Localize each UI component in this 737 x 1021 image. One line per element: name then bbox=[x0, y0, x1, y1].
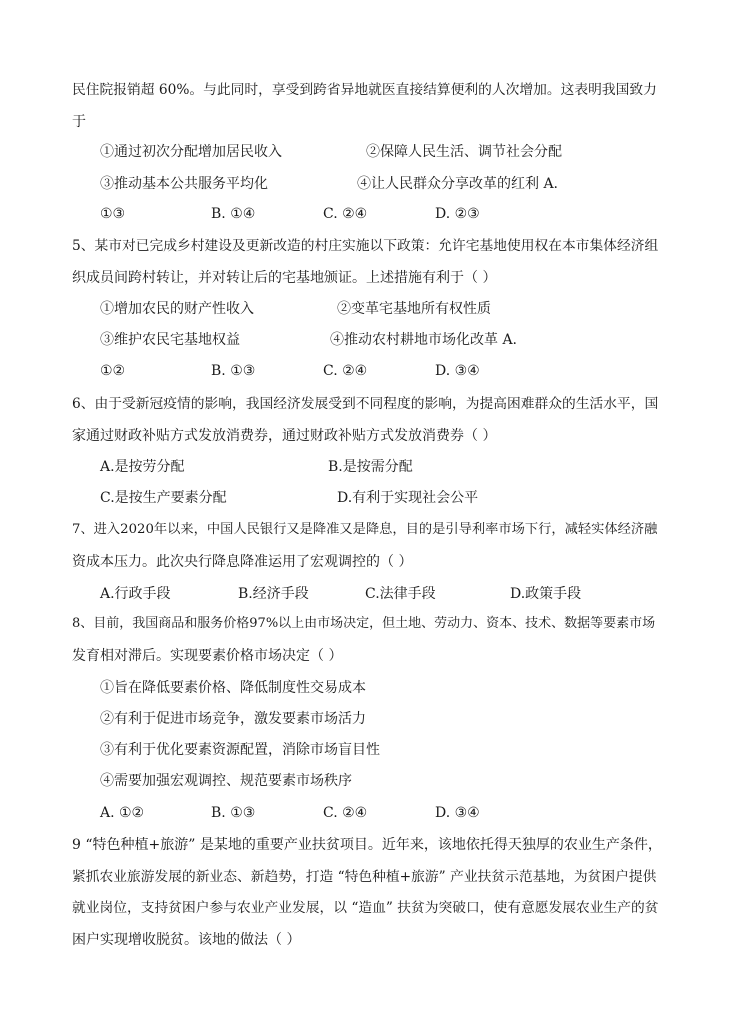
q5-choice-a: ①② bbox=[100, 363, 126, 379]
q8-choice-a: A. ①② bbox=[100, 805, 145, 821]
q4-text-line-2: 于 bbox=[72, 114, 86, 130]
q4-choice-b: B. ①④ bbox=[211, 206, 256, 222]
q7-option-d: D.政策手段 bbox=[510, 586, 582, 602]
q6-option-b: B.是按需分配 bbox=[328, 459, 413, 475]
q8-item-3: ③有利于优化要素资源配置，消除市场盲目性 bbox=[100, 742, 380, 758]
q5-choice-c: C. ②④ bbox=[323, 363, 368, 379]
q4-item-3: ③推动基本公共服务平均化 bbox=[100, 176, 268, 192]
q5-item-4: ④推动农村耕地市场化改革 A. bbox=[330, 332, 518, 348]
q5-text-line-1: 5、某市对已完成乡村建设及更新改造的村庄实施以下政策：允许宅基地使用权在本市集体经济组 bbox=[72, 238, 659, 254]
q7-option-a: A.行政手段 bbox=[100, 586, 171, 602]
q8-text-line-1: 8、目前，我国商品和服务价格97%以上由市场决定，但土地、劳动力、资本、技术、数据等要素市场 bbox=[72, 616, 656, 631]
q8-item-1: ①旨在降低要素价格、降低制度性交易成本 bbox=[100, 680, 366, 696]
q7-text-line-2: 资成本压力。此次央行降息降准运用了宏观调控的（ ） bbox=[72, 554, 413, 570]
q4-choice-c: C. ②④ bbox=[323, 206, 368, 222]
q4-text-line-1: 民住院报销超 60%。与此同时，享受到跨省异地就医直接结算便利的人次增加。这表明我国致力 bbox=[72, 82, 657, 98]
q4-item-2: ②保障人民生活、调节社会分配 bbox=[366, 144, 562, 160]
q5-item-2: ②变革宅基地所有权性质 bbox=[337, 301, 491, 317]
q9-text-line-4: 困户实现增收脱贫。该地的做法（ ） bbox=[72, 932, 301, 948]
q7-text-line-1: 7、进入2020年以来，中国人民银行又是降准又是降息，目的是引导利率市场下行，减轻实体经济融 bbox=[72, 522, 658, 537]
q5-choice-d: D. ③④ bbox=[435, 363, 480, 379]
q7-option-c: C.法律手段 bbox=[365, 586, 436, 602]
q8-choice-c: C. ②④ bbox=[323, 805, 368, 821]
q6-text-line-2: 家通过财政补贴方式发放消费券，通过财政补贴方式发放消费券（ ） bbox=[72, 428, 497, 444]
q4-choice-d: D. ②③ bbox=[435, 206, 480, 222]
q6-text-line-1: 6、由于受新冠疫情的影响，我国经济发展受到不同程度的影响，为提高困难群众的生活水平，国 bbox=[72, 396, 659, 412]
q5-text-line-2: 织成员间跨村转让，并对转让后的宅基地颁证。上述措施有利于（ ） bbox=[72, 270, 497, 286]
q9-text-line-2: 紧抓农业旅游发展的新业态、新趋势，打造 “特色种植+旅游” 产业扶贫示范基地，为贫困户提供 bbox=[72, 869, 657, 885]
q8-text-line-2: 发育相对滞后。实现要素价格市场决定（ ） bbox=[72, 648, 343, 664]
q8-choice-b: B. ①③ bbox=[211, 805, 256, 821]
q4-item-1: ①通过初次分配增加居民收入 bbox=[100, 144, 282, 160]
q8-item-2: ②有利于促进市场竞争，激发要素市场活力 bbox=[100, 711, 366, 727]
q5-item-3: ③维护农民宅基地权益 bbox=[100, 332, 240, 348]
q8-choice-d: D. ③④ bbox=[435, 805, 480, 821]
q6-option-a: A.是按劳分配 bbox=[100, 459, 185, 475]
q6-option-c: C.是按生产要素分配 bbox=[100, 490, 227, 506]
q9-text-line-1: 9 “特色种植+旅游” 是某地的重要产业扶贫项目。近年来，该地依托得天独厚的农业生产条件， bbox=[72, 837, 662, 853]
q6-option-d: D.有利于实现社会公平 bbox=[337, 490, 479, 506]
q5-item-1: ①增加农民的财产性收入 bbox=[100, 301, 254, 317]
q4-item-4: ④让人民群众分享改革的红利 A. bbox=[357, 176, 559, 192]
q9-text-line-3: 就业岗位，支持贫困户参与农业产业发展，以 “造血” 扶贫为突破口，使有意愿发展农业生产的贫 bbox=[72, 900, 659, 916]
q4-choice-a: ①③ bbox=[100, 206, 126, 222]
q8-item-4: ④需要加强宏观调控、规范要素市场秩序 bbox=[100, 773, 352, 789]
q5-choice-b: B. ①③ bbox=[211, 363, 256, 379]
q7-option-b: B.经济手段 bbox=[238, 586, 309, 602]
